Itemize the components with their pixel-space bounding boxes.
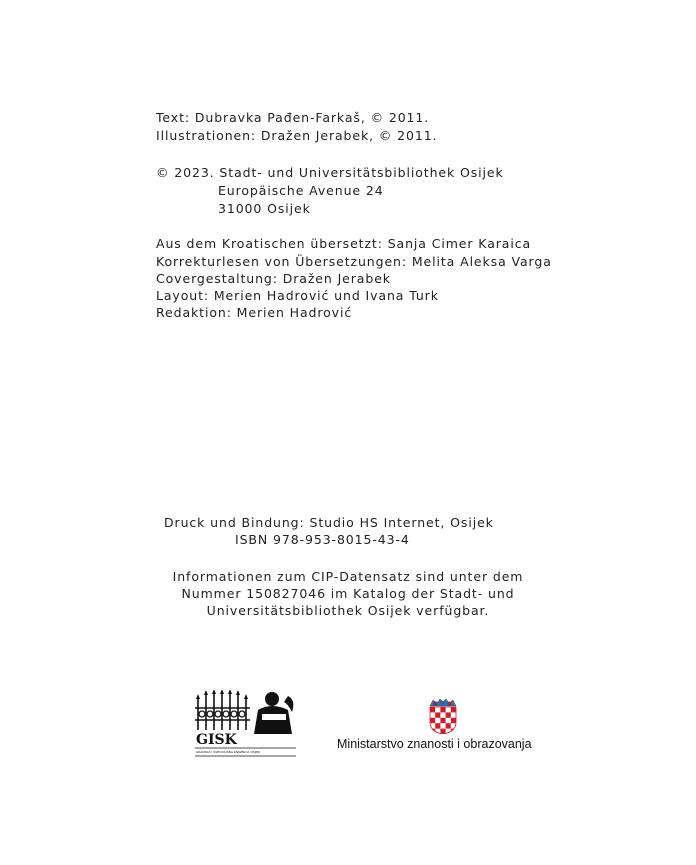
translation-credit: Aus dem Kroatischen übersetzt: Sanja Cimer Karaica xyxy=(156,236,532,251)
publisher-street: Europäische Avenue 24 xyxy=(218,183,384,198)
editing-credit: Redaktion: Merien Hadrović xyxy=(156,305,353,320)
cip-line-3: Universitätsbibliothek Osijek verfügbar. xyxy=(206,603,490,618)
layout-credit: Layout: Merien Hadrović und Ivana Turk xyxy=(156,288,439,303)
cip-line-2: Nummer 150827046 im Katalog der Stadt- und xyxy=(181,586,515,601)
cover-credit: Covergestaltung: Dražen Jerabek xyxy=(156,271,391,286)
isbn-line: ISBN 978-953-8015-43-4 xyxy=(235,532,410,547)
gisk-logo-subtitle: GRADSKA I SVEUČILIŠNA KNJIŽNICA OSIJEK xyxy=(196,750,261,754)
copyright-line: © 2023. Stadt- und Universitätsbibliothek Osijek xyxy=(156,165,504,180)
printing-credit: Druck und Bindung: Studio HS Internet, Osijek xyxy=(164,515,494,530)
library-gate-icon xyxy=(192,690,300,758)
gisk-logo-name: GISK xyxy=(196,732,237,748)
publisher-city: 31000 Osijek xyxy=(218,201,311,216)
cip-line-1: Informationen zum CIP-Datensatz sind unter dem xyxy=(172,569,524,584)
illustrations-credit: Illustrationen: Dražen Jerabek, © 2011. xyxy=(156,128,438,143)
proofreading-credit: Korrekturlesen von Übersetzungen: Melita Aleksa Varga xyxy=(156,254,552,269)
text-credit: Text: Dubravka Pađen-Farkaš, © 2011. xyxy=(156,110,430,125)
ministry-label: Ministarstvo znanosti i obrazovanja xyxy=(337,737,532,751)
croatian-coat-of-arms-icon xyxy=(428,698,458,734)
